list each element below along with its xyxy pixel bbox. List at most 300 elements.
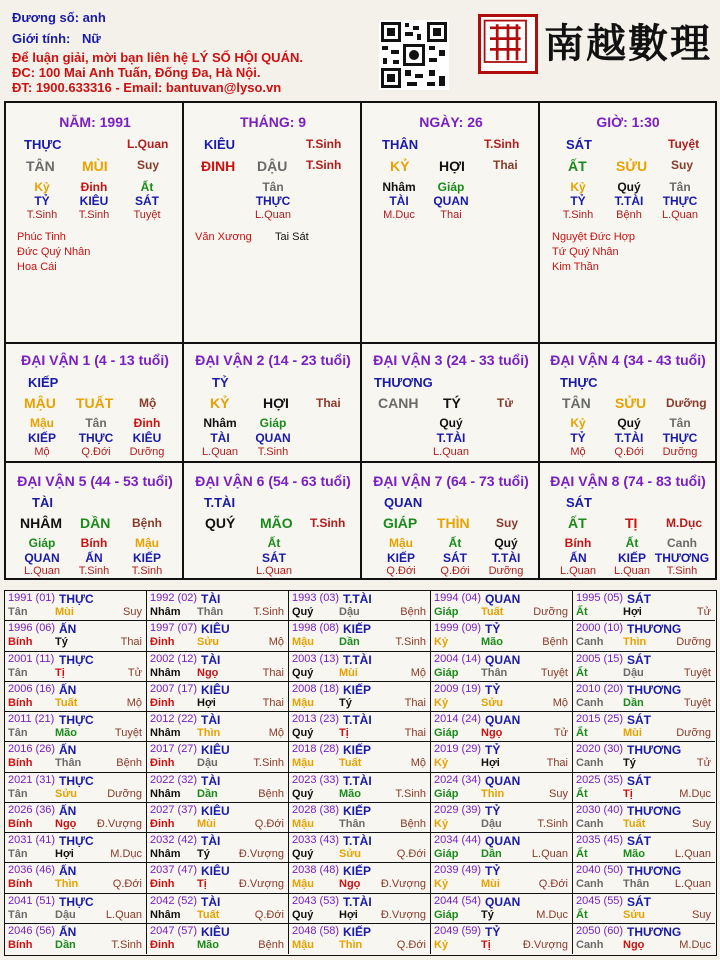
year-stem: Quý (292, 666, 314, 679)
pillar-god: KIÊU (204, 137, 236, 152)
year-god: KIÊU (201, 622, 230, 637)
year-label: 2001 (11) (8, 652, 55, 665)
year-stem: Đinh (150, 636, 175, 649)
year-cell (289, 773, 431, 803)
year-branch: Sửu (55, 787, 78, 800)
year-branch: Dần (197, 787, 218, 800)
luck-branch: TÝ (443, 395, 461, 411)
star: Văn Xương (195, 231, 252, 243)
year-cell (5, 652, 147, 682)
year-phase: Mộ (126, 696, 142, 709)
year-branch: Thìn (623, 636, 647, 649)
hidden-stem: Tân (669, 416, 691, 430)
luck-god: THƯƠNG (374, 375, 433, 390)
year-stem: Kỷ (434, 757, 449, 770)
year-phase: Bệnh (400, 606, 426, 618)
year-cell (573, 621, 715, 651)
year-cell (289, 894, 431, 924)
year-god: TÀI (201, 713, 221, 727)
year-phase: Đ.Vượng (238, 848, 284, 860)
year-god: TÀI (201, 894, 221, 909)
pillar-branch-note: Suy (137, 158, 160, 172)
year-stem: Ất (576, 787, 588, 800)
header (0, 0, 720, 100)
year-phase: L.Quan (531, 848, 568, 860)
year-branch: Tị (623, 787, 633, 800)
year-stem: Mậu (292, 878, 314, 891)
year-stem: Nhâm (150, 666, 181, 679)
year-label: 2036 (46) (8, 864, 56, 877)
phase: L.Quan (201, 446, 239, 458)
hidden-stem: Mậu (135, 536, 159, 550)
year-cell (573, 803, 715, 833)
pillar-stem: ẤT (568, 158, 587, 174)
year-phase: Tuyệt (540, 666, 568, 679)
year-branch: Mùi (481, 878, 500, 891)
year-cell (289, 712, 431, 742)
year-stem: Canh (576, 757, 604, 770)
year-label: 2046 (56) (8, 924, 56, 937)
luck-god: KIẾP (28, 375, 59, 390)
year-god: T.TÀI (343, 834, 372, 848)
luck-branch: TUẤT (76, 395, 114, 411)
year-phase: Bệnh (258, 787, 284, 800)
year-branch: Tuất (339, 757, 362, 770)
year-label: 2003 (13) (292, 652, 340, 665)
hidden-god: QUAN (24, 551, 60, 565)
year-stem: Tân (8, 666, 28, 679)
luck-title: ĐẠI VẬN 4 (34 - 43 tuổi) (550, 352, 706, 368)
year-phase: Bệnh (258, 938, 284, 951)
pillar-year (6, 103, 184, 344)
phase: Thai (440, 209, 462, 221)
year-phase: Đ.Vượng (522, 938, 568, 951)
year-phase: Q.Đới (396, 848, 426, 860)
year-god: TỶ (485, 622, 501, 637)
hidden-stem: Đinh (80, 180, 108, 194)
year-god: T.TÀI (343, 592, 372, 606)
pillar-hour (540, 103, 715, 344)
phase: L.Quan (661, 209, 699, 221)
year-god: THỰC (59, 592, 94, 606)
year-label: 2029 (39) (434, 803, 482, 816)
year-god: TỶ (485, 803, 501, 818)
year-god: QUAN (485, 652, 521, 667)
hidden-god: THƯƠNG (654, 551, 710, 565)
phase: T.Sinh (78, 209, 110, 221)
year-label: 2019 (29) (434, 743, 482, 756)
year-branch: Mão (55, 727, 77, 739)
year-cell (5, 591, 147, 621)
gender-label: Giới tính: (12, 31, 71, 46)
year-cell (289, 682, 431, 712)
year-label: 2028 (38) (292, 803, 340, 816)
year-cell (147, 833, 289, 863)
pillar-god: THÂN (382, 137, 419, 152)
year-label: 2018 (28) (292, 743, 340, 756)
hidden-stem: Mậu (30, 416, 54, 430)
year-label: 2024 (34) (434, 773, 482, 786)
pillar-god: THỰC (24, 137, 62, 152)
year-label: 1999 (09) (434, 622, 482, 635)
year-god: KIẾP (343, 864, 372, 879)
year-stem: Tân (8, 908, 28, 921)
hidden-god: T.TÀI (436, 431, 466, 445)
luck-title: ĐẠI VẬN 7 (64 - 73 tuổi) (373, 473, 529, 489)
luck-god: T.TÀI (204, 495, 236, 510)
year-god: KIÊU (201, 743, 230, 758)
year-label: 2013 (23) (292, 713, 340, 725)
year-stem: Canh (576, 696, 604, 709)
year-god: SÁT (627, 713, 651, 727)
qr-code-icon (379, 20, 449, 90)
luck-title: ĐẠI VẬN 5 (44 - 53 tuổi) (17, 473, 173, 489)
year-label: 2020 (30) (576, 743, 624, 756)
year-phase: Q.Đới (538, 878, 568, 891)
hidden-god: SÁT (262, 551, 286, 565)
luck-note: Dưỡng (666, 396, 707, 410)
year-god: ẤN (59, 682, 77, 697)
year-branch: Ngọ (623, 938, 645, 951)
year-cell (289, 742, 431, 772)
luck-god: THỰC (560, 375, 598, 390)
hidden-stem: Nhâm (382, 180, 416, 194)
year-branch: Mùi (623, 727, 642, 739)
year-label: 2015 (25) (576, 713, 624, 725)
year-cell (147, 773, 289, 803)
year-god: KIÊU (201, 803, 230, 818)
phase: Mộ (34, 446, 50, 458)
luck-note: T.Sinh (310, 516, 346, 530)
year-phase: Thai (546, 757, 568, 770)
year-label: 2027 (37) (150, 803, 198, 816)
hidden-god: KIÊU (132, 431, 162, 445)
year-god: KIẾP (343, 743, 372, 758)
phase: Mộ (570, 446, 586, 458)
year-god: KIẾP (343, 924, 372, 939)
luck-stem: MẬU (24, 395, 56, 411)
year-label: 1997 (07) (150, 622, 198, 635)
year-stem: Nhâm (150, 848, 181, 860)
subject-name: Đương số: anh (12, 10, 106, 25)
luck-note: Suy (496, 516, 519, 530)
year-branch: Dậu (623, 666, 644, 679)
year-label: 2009 (19) (434, 682, 482, 695)
year-stem: Bính (8, 757, 33, 770)
pillar-title: NĂM: 1991 (59, 114, 131, 130)
year-branch: Dần (339, 636, 360, 649)
hidden-god: THỰC (662, 194, 698, 208)
hidden-god: KIẾP (132, 551, 162, 565)
year-branch: Dậu (55, 908, 76, 921)
year-label: 2033 (43) (292, 834, 340, 846)
year-god: THƯƠNG (627, 622, 682, 637)
year-label: 2042 (52) (150, 894, 198, 907)
year-label: 2044 (54) (434, 894, 482, 907)
year-cell (431, 803, 573, 833)
year-branch: Thìn (481, 787, 505, 800)
hidden-stem: Đinh (133, 416, 161, 430)
year-cell (431, 863, 573, 893)
year-stem: Nhâm (150, 908, 181, 921)
phase: L.Quan (613, 565, 651, 577)
year-branch: Mùi (197, 817, 216, 830)
year-label: 2014 (24) (434, 713, 482, 725)
year-branch: Tuất (481, 606, 504, 618)
year-god: THỰC (59, 652, 94, 667)
luck-god: SÁT (566, 495, 592, 510)
pillar-branch: HỢI (439, 158, 465, 174)
year-cell (147, 803, 289, 833)
phase: L.Quan (559, 565, 597, 577)
pillar-day (362, 103, 540, 344)
year-cell (147, 924, 289, 954)
hidden-god: TÀI (210, 431, 230, 445)
hidden-stem: Ất (267, 536, 281, 550)
year-cell (5, 712, 147, 742)
contact-line: Để luận giải, mời bạn liên hệ LÝ SỐ HỘI QUÁN. (12, 50, 303, 65)
year-phase: Đ.Vượng (380, 878, 426, 891)
year-god: SÁT (627, 652, 651, 667)
hidden-god: QUAN (255, 431, 291, 445)
year-stem: Bính (8, 938, 33, 951)
year-phase: T.Sinh (537, 817, 568, 830)
year-branch: Hợi (55, 848, 74, 860)
hidden-stem: Quý (617, 416, 641, 430)
year-stem: Bính (8, 636, 33, 649)
year-branch: Thân (197, 606, 224, 618)
year-god: TÀI (201, 592, 221, 606)
luck-stem: CANH (378, 395, 419, 411)
year-label: 1994 (04) (434, 592, 482, 604)
hidden-stem: Mậu (389, 536, 413, 550)
luck-stem: ẤT (568, 515, 587, 531)
year-cell (147, 591, 289, 621)
year-stem: Canh (576, 938, 604, 951)
year-branch: Hợi (623, 606, 642, 618)
hidden-god: T.TÀI (614, 431, 644, 445)
year-god: SÁT (627, 894, 651, 909)
year-label: 2012 (22) (150, 713, 198, 725)
year-cell (431, 591, 573, 621)
year-stem: Canh (576, 636, 604, 649)
year-cell (573, 863, 715, 893)
phase: L.Quan (254, 209, 292, 221)
hidden-god: KIÊU (79, 194, 109, 208)
hidden-stem: Canh (667, 536, 697, 550)
year-stem: Tân (8, 727, 28, 739)
hidden-stem: Ất (140, 180, 154, 194)
year-cell (431, 652, 573, 682)
luck-cycle-7 (362, 463, 540, 578)
year-cell (573, 712, 715, 742)
year-god: TỶ (485, 864, 501, 879)
pillar-stem: ĐINH (201, 158, 236, 174)
year-cell (573, 652, 715, 682)
hidden-stem: Bính (564, 536, 592, 550)
year-phase: Dưỡng (676, 727, 711, 739)
hidden-stem: Bính (80, 536, 108, 550)
year-god: TỶ (485, 682, 501, 697)
luck-stem: GIÁP (383, 515, 418, 531)
year-stem: Mậu (292, 696, 314, 709)
pillar-god-right: Tuyệt (668, 137, 700, 151)
hidden-stem: Kỷ (34, 180, 50, 194)
year-label: 2006 (16) (8, 682, 56, 695)
pillar-god: SÁT (566, 137, 592, 152)
year-branch: Dậu (197, 757, 218, 770)
phase: Dưỡng (662, 446, 698, 458)
year-label: 2034 (44) (434, 834, 482, 846)
year-branch: Dậu (481, 817, 502, 830)
pillar-stem: KỶ (390, 158, 410, 174)
luck-god: TÀI (32, 495, 53, 510)
year-god: QUAN (485, 713, 521, 727)
hidden-god: TỶ (570, 431, 586, 445)
year-branch: Thìn (339, 938, 363, 951)
year-stem: Giáp (434, 787, 459, 800)
year-god: TÀI (201, 652, 221, 667)
year-branch: Tuất (623, 817, 646, 830)
year-stem: Giáp (434, 727, 459, 739)
year-phase: Tuyệt (114, 727, 142, 739)
year-cell (289, 863, 431, 893)
hidden-god: KIẾP (386, 551, 416, 565)
luck-title: ĐẠI VẬN 8 (74 - 83 tuổi) (550, 473, 706, 489)
luck-branch: TỊ (625, 515, 638, 531)
year-god: THƯƠNG (627, 864, 682, 879)
year-branch: Tị (339, 727, 349, 739)
year-label: 2022 (32) (150, 773, 198, 786)
luck-cycle-1 (6, 344, 184, 463)
hidden-god: ẤN (569, 551, 587, 565)
hidden-god: THỰC (78, 431, 114, 445)
year-phase: Dưỡng (676, 636, 711, 649)
year-god: THỰC (59, 894, 94, 909)
year-god: SÁT (627, 834, 651, 848)
pillar-title: GIỜ: 1:30 (596, 114, 660, 130)
year-stem: Kỷ (434, 938, 449, 951)
year-branch: Mão (197, 938, 219, 951)
brand-logo: 南越數理 (544, 20, 712, 67)
year-god: ẤN (59, 743, 77, 758)
year-cell (431, 712, 573, 742)
year-phase: Tử (696, 757, 711, 770)
phase: T.Sinh (257, 446, 289, 458)
luck-god: QUAN (384, 495, 423, 510)
star: Đức Quý Nhân (17, 246, 91, 258)
year-label: 1991 (01) (8, 592, 56, 604)
phase: Q.Đới (386, 565, 416, 577)
year-god: THỰC (59, 713, 94, 727)
year-branch: Ngọ (197, 666, 219, 679)
hidden-god: T.TÀI (491, 551, 521, 565)
year-label: 2017 (27) (150, 743, 198, 756)
year-stem: Mậu (292, 757, 314, 770)
phase: L.Quan (255, 565, 293, 577)
year-phase: Mộ (410, 757, 426, 770)
year-branch: Tý (623, 757, 636, 770)
year-stem: Giáp (434, 666, 459, 679)
address-line: ĐC: 100 Mai Anh Tuấn, Đống Đa, Hà Nội. (12, 65, 261, 80)
year-branch: Hợi (197, 696, 216, 709)
year-phase: Suy (549, 787, 568, 800)
year-cell (573, 742, 715, 772)
year-stem: Quý (292, 606, 314, 618)
pillar-branch-note: Suy (671, 158, 694, 172)
year-label: 2004 (14) (434, 652, 482, 665)
year-cell (289, 924, 431, 954)
year-cell (573, 591, 715, 621)
year-label: 1992 (02) (150, 592, 198, 604)
year-phase: Mộ (268, 636, 284, 649)
year-stem: Ất (576, 908, 588, 921)
pillar-branch: SỬU (616, 158, 648, 174)
year-stem: Mậu (292, 636, 314, 649)
year-phase: Tuyệt (683, 696, 711, 709)
year-phase: M.Dục (110, 848, 142, 860)
year-cell (5, 924, 147, 954)
year-label: 2048 (58) (292, 924, 340, 937)
year-stem: Tân (8, 787, 28, 800)
luck-branch: MÃO (260, 515, 293, 531)
phase: Q.Đới (440, 565, 470, 577)
year-god: SÁT (627, 773, 651, 788)
year-phase: Thai (120, 636, 142, 649)
hidden-stem: Kỷ (570, 180, 586, 194)
year-branch: Tý (339, 696, 352, 709)
luck-cycle-2 (184, 344, 362, 463)
year-label: 2023 (33) (292, 773, 340, 786)
year-cell (5, 803, 147, 833)
year-phase: Đ.Vượng (238, 878, 284, 891)
year-stem: Mậu (292, 817, 314, 830)
year-label: 2025 (35) (576, 773, 624, 786)
year-phase: Tử (696, 606, 711, 618)
luck-stem: NHÂM (20, 515, 62, 531)
hidden-god: SÁT (135, 194, 159, 208)
year-phase: Đ.Vượng (380, 908, 426, 921)
year-cell (147, 712, 289, 742)
luck-cycle-5 (6, 463, 184, 578)
year-cell (431, 924, 573, 954)
hidden-stem: Nhâm (203, 416, 237, 430)
year-branch: Thân (55, 757, 82, 770)
year-god: ẤN (59, 924, 77, 939)
year-cell (289, 591, 431, 621)
year-branch: Thìn (55, 878, 79, 891)
year-stem: Quý (292, 848, 314, 860)
year-god: QUAN (485, 894, 521, 909)
year-stem: Ất (576, 727, 588, 739)
year-god: T.TÀI (343, 652, 372, 667)
year-label: 2039 (49) (434, 864, 482, 877)
phase: M.Dục (383, 209, 415, 221)
year-phase: Q.Đới (112, 878, 142, 891)
phase: Dưỡng (129, 446, 165, 458)
year-label: 2016 (26) (8, 743, 56, 756)
luck-cycle-8 (540, 463, 715, 578)
luck-note: M.Dục (666, 516, 702, 530)
year-cell (573, 773, 715, 803)
year-label: 2032 (42) (150, 834, 198, 846)
year-god: THỰC (59, 834, 94, 848)
year-stem: Kỷ (434, 636, 449, 649)
hidden-stem: Ất (625, 536, 639, 550)
year-label: 2007 (17) (150, 682, 198, 695)
year-stem: Kỷ (434, 696, 449, 709)
hidden-stem: Tân (85, 416, 107, 430)
